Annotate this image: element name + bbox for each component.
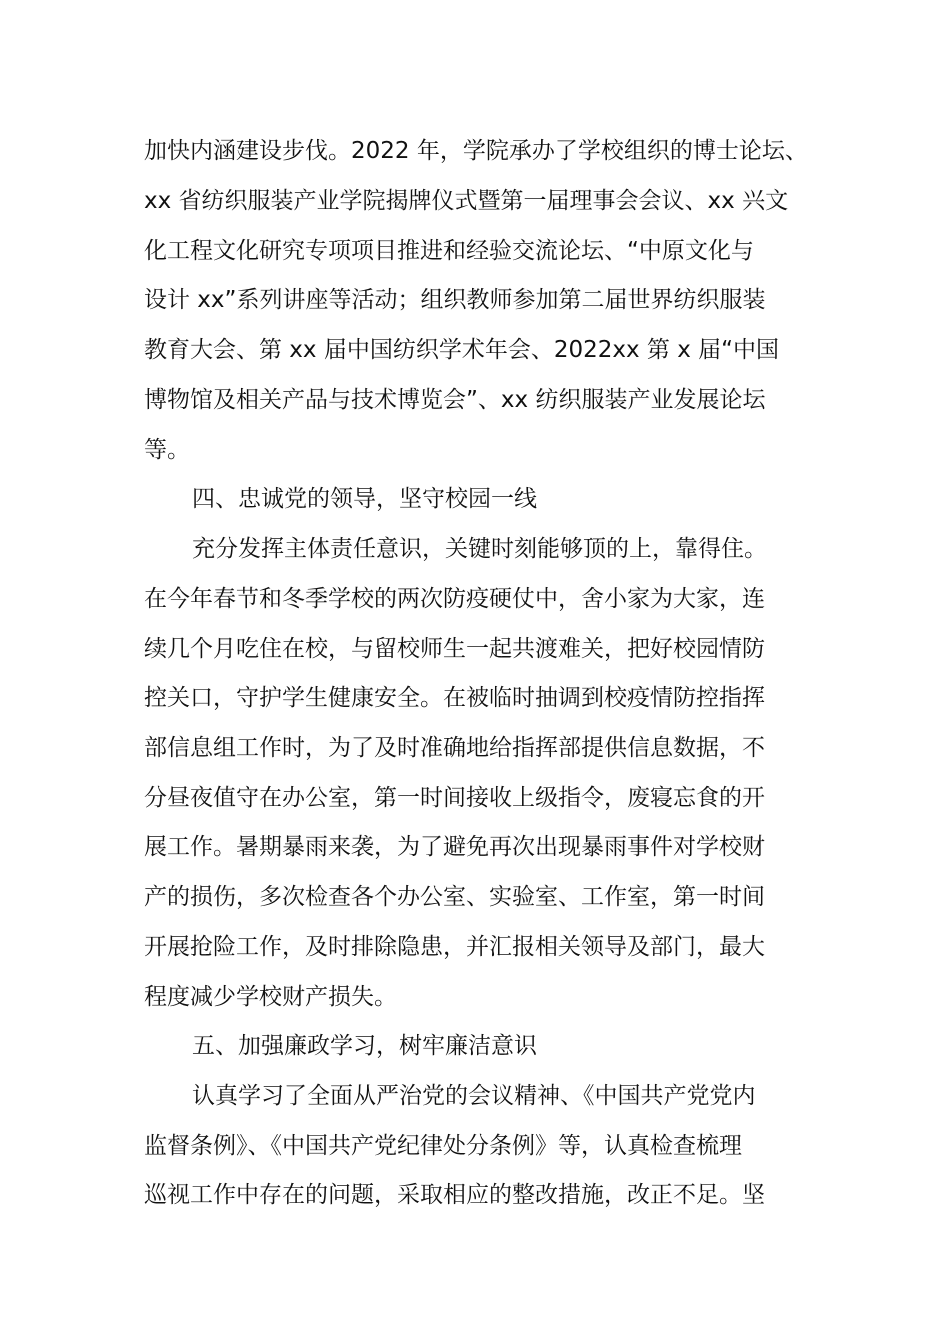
body-text-line: 设计 xx”系列讲座等活动；组织教师参加第二届世界纺织服装 <box>144 287 766 313</box>
body-text-line: 控关口，守护学生健康安全。在被临时抽调到校疫情防控指挥 <box>144 685 765 711</box>
body-text-line: xx 省纺织服装产业学院揭牌仪式暨第一届理事会会议、xx 兴文 <box>144 188 789 214</box>
body-text-line: 开展抢险工作，及时排除隐患，并汇报相关领导及部门，最大 <box>144 934 765 960</box>
body-text-line: 在今年春节和冬季学校的两次防疫硬仗中，舍小家为大家，连 <box>144 586 765 612</box>
body-text-line: 充分发挥主体责任意识，关键时刻能够顶的上，靠得住。 <box>192 536 767 562</box>
body-text-line: 巡视工作中存在的问题，采取相应的整改措施，改正不足。坚 <box>144 1182 765 1208</box>
body-text-line: 教育大会、第 xx 届中国纺织学术年会、2022xx 第 x 届“中国 <box>144 337 780 363</box>
body-text-line: 监督条例》、《中国共产党纪律处分条例》等，认真检查梳理 <box>144 1133 742 1159</box>
body-text-line: 等。 <box>144 437 190 463</box>
body-text-line: 加快内涵建设步伐。2022 年，学院承办了学校组织的博士论坛、 <box>144 138 808 164</box>
section-heading: 五、加强廉政学习，树牢廉洁意识 <box>192 1033 537 1059</box>
body-text-line: 分昼夜值守在办公室，第一时间接收上级指令，废寝忘食的开 <box>144 785 765 811</box>
body-text-line: 程度减少学校财产损失。 <box>144 984 397 1010</box>
body-text-line: 化工程文化研究专项项目推进和经验交流论坛、“中原文化与 <box>144 238 754 264</box>
body-text-line: 产的损伤，多次检查各个办公室、实验室、工作室，第一时间 <box>144 884 765 910</box>
body-text-line: 认真学习了全面从严治党的会议精神、《中国共产党党内 <box>192 1083 756 1109</box>
body-text-line: 博物馆及相关产品与技术博览会”、xx 纺织服装产业发展论坛 <box>144 387 766 413</box>
section-heading: 四、忠诚党的领导，坚守校园一线 <box>192 486 537 512</box>
body-text-line: 续几个月吃住在校，与留校师生一起共渡难关，把好校园情防 <box>144 636 765 662</box>
body-text-line: 展工作。暑期暴雨来袭，为了避免再次出现暴雨事件对学校财 <box>144 834 765 860</box>
body-text-line: 部信息组工作时，为了及时准确地给指挥部提供信息数据，不 <box>144 735 765 761</box>
